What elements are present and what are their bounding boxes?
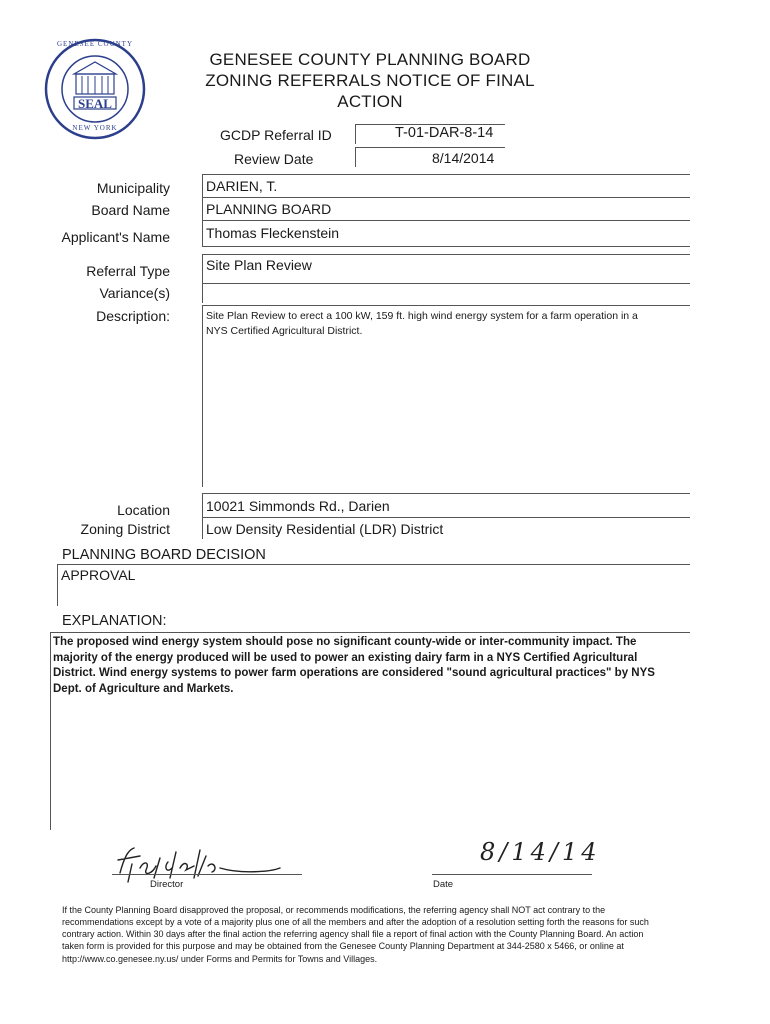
zoning-district-value: Low Density Residential (LDR) District: [206, 521, 444, 537]
explanation-rule: [50, 632, 690, 633]
explanation-text: The proposed wind energy system should pose no significant county-wide or inter-community impact. The majority of the energy produced will be used to power an existing dairy farm in a NYS Certified Agricultural District. Wind energy systems to power farm operations are considered "sound agricultural practices" by NYS Dept. of Agriculture and Markets.: [53, 636, 655, 695]
referral-type-label: Referral Type: [86, 263, 170, 279]
decision-rule: [57, 564, 690, 565]
field-rule: [202, 493, 690, 494]
review-date-value: 8/14/2014: [432, 150, 495, 166]
decision-heading: PLANNING BOARD DECISION: [62, 547, 266, 563]
date-signature-line: [432, 874, 592, 875]
form-title-line2: ZONING REFERRALS NOTICE OF FINAL: [205, 71, 535, 90]
applicant-value: Thomas Fleckenstein: [206, 225, 340, 241]
decision-value: APPROVAL: [61, 567, 136, 583]
form-title-line1: GENESEE COUNTY PLANNING BOARD: [209, 50, 531, 69]
referral-id-label: GCDP Referral ID: [220, 127, 332, 143]
date-handwritten: 8/14/14: [480, 838, 601, 866]
field-left-border: [202, 493, 203, 539]
form-title-line3: ACTION: [337, 92, 403, 111]
board-name-value: PLANNING BOARD: [206, 201, 332, 217]
location-value: 10021 Simmonds Rd., Darien: [206, 498, 390, 514]
decision-left-border: [57, 564, 58, 606]
field-left-border: [202, 283, 203, 303]
municipality-value: DARIEN, T.: [206, 178, 278, 194]
seal-top-text: GENESEE COUNTY: [56, 40, 134, 48]
field-left-border: [202, 254, 203, 284]
footer-notice: If the County Planning Board disapproved the proposal, or recommends modifications, the referring agency shall NOT act contrary to the recommendations except by a vote of a majority plus one of all the members and after the adoption of a resolution setting forth the reasons for such contrary action. Within 30 days after the final action the referring agency shall file a report of final action with the County Planning Board. An action taken form is provided for this purpose and may be obtained from the Genesee County Planning Department at 344-2580 x 5466, or online at http://www.co.genesee.ny.us/ under Forms and Permits for Towns and Villages.: [62, 905, 649, 964]
field-rule: [202, 305, 690, 306]
field-rule: [202, 246, 690, 247]
variance-label: Variance(s): [99, 285, 170, 301]
review-date-rule: [355, 147, 505, 148]
director-label: Director: [150, 879, 184, 890]
field-rule: [202, 220, 690, 221]
county-seal: [44, 38, 146, 140]
applicant-label: Applicant's Name: [61, 229, 170, 245]
seal-center-text: SEAL: [78, 96, 112, 111]
board-name-label: Board Name: [91, 202, 170, 218]
zoning-district-label: Zoning District: [80, 521, 170, 537]
director-signature: [110, 838, 300, 888]
field-rule: [202, 254, 690, 255]
review-date-label: Review Date: [234, 151, 314, 167]
explanation-heading: EXPLANATION:: [62, 613, 167, 629]
referral-id-value: T-01-DAR-8-14: [395, 125, 494, 141]
municipality-label: Municipality: [96, 180, 170, 196]
description-left-border: [202, 305, 203, 487]
date-label: Date: [433, 879, 454, 890]
seal-bottom-text: NEW YORK: [72, 124, 118, 132]
review-date-divider: [355, 147, 356, 167]
location-label: Location: [117, 502, 170, 518]
field-rule: [202, 517, 690, 518]
referral-id-divider: [355, 124, 356, 144]
field-rule: [202, 283, 690, 284]
director-signature-line: [112, 874, 302, 875]
description-value: Site Plan Review to erect a 100 kW, 159 ft. high wind energy system for a farm operation in a NYS Certified Agricultural District.: [206, 310, 638, 337]
field-rule-top: [202, 174, 690, 175]
referral-type-value: Site Plan Review: [206, 257, 312, 273]
description-label: Description:: [96, 308, 170, 324]
field-left-border: [202, 174, 203, 246]
explanation-left-border: [50, 632, 51, 830]
field-rule: [202, 197, 690, 198]
